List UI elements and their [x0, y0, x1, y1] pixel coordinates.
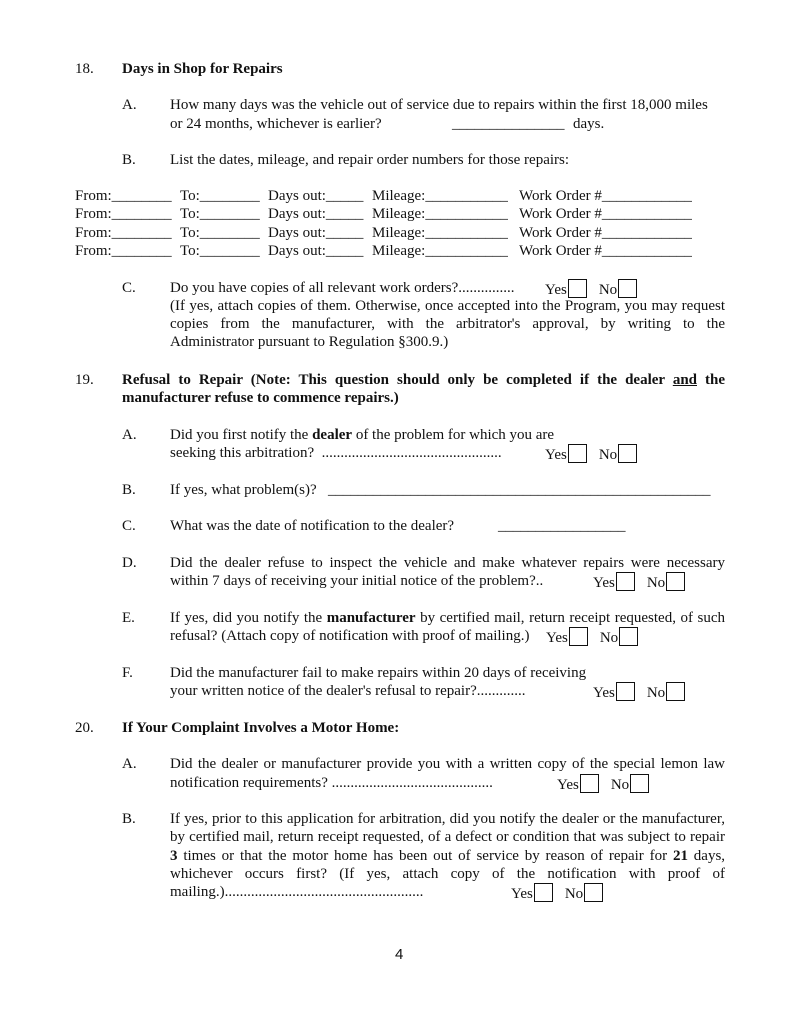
q20a-letter: A. [122, 756, 137, 772]
q19a-line2: seeking this arbitration? ................................................ [170, 445, 502, 461]
repair-row-4-from-field[interactable]: From:________ [75, 243, 172, 259]
no-label: No [610, 777, 630, 793]
q20-number: 20. [75, 720, 94, 736]
q18a-days-unit: days. [573, 116, 605, 132]
q19d-yes-no [593, 572, 685, 592]
no-checkbox[interactable] [618, 444, 637, 463]
q19d-line1: Did the dealer refuse to inspect the vehicle and make whatever repairs were necessary [170, 555, 725, 571]
yes-label: Yes [545, 447, 567, 463]
repair-row-3-from-field[interactable]: From:________ [75, 225, 172, 241]
repair-row-4-work-order-field[interactable]: Work Order #____________ [519, 243, 692, 259]
q19b-letter: B. [122, 482, 136, 498]
q18c-question: Do you have copies of all relevant work orders?............... [170, 280, 515, 296]
q18b-letter: B. [122, 152, 136, 168]
q19c-text: What was the date of notification to the dealer? [170, 518, 455, 534]
yes-checkbox[interactable] [580, 774, 599, 793]
repair-row-3-mileage-field[interactable]: Mileage:___________ [372, 225, 508, 241]
no-label: No [598, 447, 618, 463]
q19d-letter: D. [122, 555, 137, 571]
q18b-text: List the dates, mileage, and repair order numbers for those repairs: [170, 152, 570, 168]
manufacturer-bold: manufacturer [326, 610, 416, 626]
q18-title: Days in Shop for Repairs [122, 61, 283, 77]
no-label: No [564, 886, 584, 902]
q20b-line2: by certified mail, return receipt requested, of a defect or condition that was subject to repair [170, 829, 725, 845]
repair-row-4-to-field[interactable]: To:________ [180, 243, 260, 259]
repair-row-1-days-out-field[interactable]: Days out:_____ [268, 188, 364, 204]
no-checkbox[interactable] [584, 883, 603, 902]
repair-row-1-from-field[interactable]: From:________ [75, 188, 172, 204]
yes-label: Yes [557, 777, 579, 793]
q18c-line2: (If yes, attach copies of them. Otherwise, once accepted into the Program, you may request [170, 298, 725, 314]
q19e-letter: E. [122, 610, 135, 626]
q18a-letter: A. [122, 97, 137, 113]
yes-checkbox[interactable] [568, 444, 587, 463]
yes-checkbox[interactable] [616, 682, 635, 701]
repair-row-4-days-out-field[interactable]: Days out:_____ [268, 243, 364, 259]
q19e-yes-no [546, 627, 638, 647]
q19a-line1 [170, 426, 554, 444]
q19a-yes-no [545, 444, 637, 464]
yes-label: Yes [511, 886, 533, 902]
q19f-yes-no [593, 682, 685, 702]
repair-row-1-to-field[interactable]: To:________ [180, 188, 260, 204]
repair-row-2-mileage-field[interactable]: Mileage:___________ [372, 206, 508, 222]
yes-label: Yes [546, 630, 568, 646]
q19-title-line2: manufacturer refuse to commence repairs.) [122, 390, 399, 406]
q19-title-line1 [122, 371, 725, 389]
text: If yes, did you notify the [170, 610, 323, 626]
page-number: 4 [395, 946, 404, 963]
q20-title: If Your Complaint Involves a Motor Home: [122, 720, 400, 736]
text: days, [693, 848, 726, 864]
no-checkbox[interactable] [630, 774, 649, 793]
q19e-line1 [170, 609, 725, 627]
q20a-yes-no [557, 774, 649, 794]
yes-label: Yes [545, 282, 567, 298]
no-label: No [646, 685, 666, 701]
q19b-text: If yes, what problem(s)? [170, 482, 317, 498]
repair-row-3-work-order-field[interactable]: Work Order #____________ [519, 225, 692, 241]
no-checkbox[interactable] [619, 627, 638, 646]
q19f-letter: F. [122, 665, 133, 681]
q19b-problem-field[interactable]: ___________________________________________________ [328, 482, 711, 498]
q19a-letter: A. [122, 427, 137, 443]
repair-row-2-days-out-field[interactable]: Days out:_____ [268, 206, 364, 222]
twenty-one-bold: 21 [672, 848, 688, 864]
q20a-line2: notification requirements? ........................................... [170, 775, 493, 791]
q18c-line3: copies from the manufacturer, with the arbitrator's approval, by writing to the [170, 316, 725, 332]
repair-row-2-work-order-field[interactable]: Work Order #____________ [519, 206, 692, 222]
q18-number: 18. [75, 61, 94, 77]
yes-checkbox[interactable] [569, 627, 588, 646]
q18c-yes-no [545, 279, 637, 299]
q19e-line2: refusal? (Attach copy of notification with proof of mailing.) [170, 628, 530, 644]
repair-row-1-mileage-field[interactable]: Mileage:___________ [372, 188, 508, 204]
yes-checkbox[interactable] [534, 883, 553, 902]
q20b-letter: B. [122, 811, 136, 827]
q18a-days-field[interactable]: _______________ [452, 116, 565, 132]
text: times or that the motor home has been out of service by reason of repair for [183, 848, 668, 864]
q19-title-the: the [705, 372, 726, 388]
text: by certified mail, return receipt requested, of such [420, 610, 726, 626]
q19c-date-field[interactable]: _________________ [498, 518, 626, 534]
q19f-line1: Did the manufacturer fail to make repairs within 20 days of receiving [170, 665, 587, 681]
q20b-line5: mailing.)..................................................... [170, 884, 424, 900]
no-label: No [646, 575, 666, 591]
q18a-line1: How many days was the vehicle out of service due to repairs within the first 18,000 miles [170, 97, 708, 113]
three-bold: 3 [170, 848, 178, 864]
q19-number: 19. [75, 372, 94, 388]
repair-row-2-to-field[interactable]: To:________ [180, 206, 260, 222]
dealer-bold: dealer [312, 427, 353, 443]
text: Did you first notify the [170, 427, 313, 443]
no-label: No [599, 630, 619, 646]
q20b-line4: whichever occurs first? (If yes, attach copy of the notification with proof of [170, 866, 725, 882]
yes-checkbox[interactable] [616, 572, 635, 591]
q20b-yes-no [511, 883, 603, 903]
no-checkbox[interactable] [666, 572, 685, 591]
repair-row-3-days-out-field[interactable]: Days out:_____ [268, 225, 364, 241]
yes-checkbox[interactable] [568, 279, 587, 298]
repair-row-3-to-field[interactable]: To:________ [180, 225, 260, 241]
text: of the problem for which you are [352, 427, 555, 443]
q18c-line4: Administrator pursuant to Regulation §300.9.) [170, 334, 449, 350]
q18c-letter: C. [122, 280, 136, 296]
yes-label: Yes [593, 575, 615, 591]
q19d-line2: within 7 days of receiving your initial notice of the problem?.. [170, 573, 544, 589]
q19-title-text: Refusal to Repair (Note: This question should only be completed if the dealer [122, 372, 665, 388]
repair-row-1-work-order-field[interactable]: Work Order #____________ [519, 188, 692, 204]
q20b-line1: If yes, prior to this application for arbitration, did you notify the dealer or the manufacturer, [170, 811, 725, 827]
yes-label: Yes [593, 685, 615, 701]
q19f-line2: your written notice of the dealer's refusal to repair?............. [170, 683, 526, 699]
no-checkbox[interactable] [618, 279, 637, 298]
no-checkbox[interactable] [666, 682, 685, 701]
q20a-line1: Did the dealer or manufacturer provide you with a written copy of the special lemon law [170, 756, 725, 772]
q20b-line3 [170, 847, 725, 865]
q18a-line2: or 24 months, whichever is earlier? [170, 116, 382, 132]
no-label: No [598, 282, 618, 298]
repair-row-4-mileage-field[interactable]: Mileage:___________ [372, 243, 508, 259]
repair-row-2-from-field[interactable]: From:________ [75, 206, 172, 222]
q19c-letter: C. [122, 518, 136, 534]
q19-title-and: and [672, 372, 697, 388]
